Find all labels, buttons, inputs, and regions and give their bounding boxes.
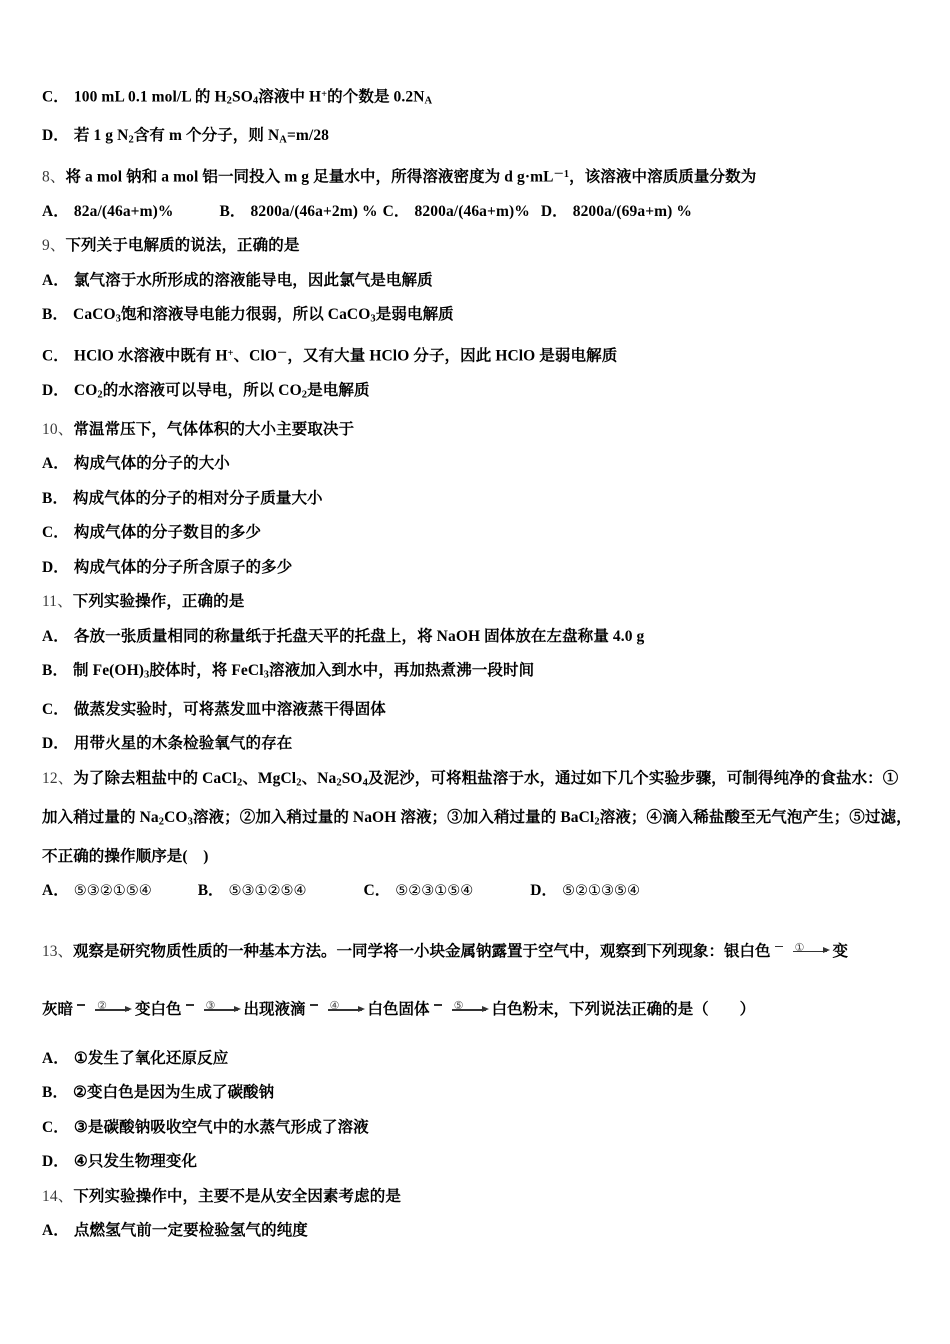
q9-option-c-p1: +	[227, 348, 234, 359]
q14-option-a-text: 点燃氢气前一定要检验氢气的纯度	[73, 1222, 308, 1240]
reaction-arrow-3-label: ③	[205, 999, 216, 1013]
q9-option-c-p2: －	[277, 348, 288, 359]
page-content	[42, 78, 912, 1249]
q10-option-d-text: 构成气体的分子所含原子的多少	[73, 558, 293, 576]
q10-option-b-text: 构成气体的分子的相对分子质量大小	[73, 489, 323, 507]
q11-option-d-letter: D．	[42, 735, 69, 753]
q10-option-a	[42, 447, 912, 482]
q13-option-b-text: ②变白色是因为生成了碳酸钠	[73, 1084, 275, 1102]
q12-stem-s3: 2	[336, 777, 342, 789]
q11-option-b-t3: 溶液加入到水中，再加热煮沸一段时间	[269, 662, 535, 680]
q12-stem-t8: 溶液；②加入稍过量的 NaOH 溶液；③加入稍过量的 BaCl	[192, 808, 595, 826]
q10-option-a-letter: A．	[42, 455, 69, 473]
q11-option-b	[42, 654, 912, 693]
q10-option-a-text: 构成气体的分子的大小	[73, 455, 230, 473]
q13-option-b-letter: B．	[42, 1084, 69, 1102]
q14-option-a	[42, 1214, 912, 1249]
q13-option-d	[42, 1145, 912, 1180]
q7-option-d-text1: 若 1 g N	[73, 127, 129, 145]
q12-stem-s4: 4	[362, 777, 368, 789]
q13-option-c-letter: C．	[42, 1118, 69, 1136]
q10-option-d	[42, 551, 912, 586]
q12-option-b-seq: ⑤③①②⑤④	[228, 883, 307, 900]
q12-stem-s2: 2	[296, 777, 302, 789]
q7-option-d-text3: =m/28	[286, 127, 330, 145]
q9-option-a-letter: A．	[42, 271, 69, 289]
q8-option-a-letter: A．	[42, 202, 69, 220]
reaction-arrow-5-icon	[434, 999, 488, 1018]
q13-chain-node-4: 出现液滴	[243, 1001, 306, 1019]
q13-chain-node-5: 白色固体	[367, 1001, 430, 1019]
q9-stem-text: 下列关于电解质的说法，正确的是	[65, 237, 300, 255]
q7-option-c-sub3: A	[424, 95, 433, 107]
q8-option-d-letter: D．	[540, 202, 568, 220]
q12-option-b-letter: B．	[197, 882, 224, 900]
q7-option-d-letter: D．	[42, 127, 69, 145]
q9-option-a-text: 氯气溶于水所形成的溶液能导电，因此氯气是电解质	[73, 271, 433, 289]
q11-option-a	[42, 620, 912, 655]
q10-stem-text: 常温常压下，气体体积的大小主要取决于	[73, 420, 355, 438]
q7-option-c-text1: 100 mL 0.1 mol/L 的 H	[73, 88, 227, 106]
q7-option-c-sup1: +	[321, 89, 328, 100]
q8-stem-sup: －1	[553, 168, 570, 180]
q13-stem-line1	[42, 935, 912, 970]
q11-stem	[42, 585, 912, 620]
reaction-arrow-2-icon	[77, 999, 131, 1018]
q11-option-c	[42, 693, 912, 728]
q12-stem-s1: 2	[236, 777, 243, 789]
q9-option-b-s1: 3	[115, 313, 122, 325]
q12-stem-t10: 泡产生；⑤过滤，不正确的操作顺序是( )	[42, 808, 912, 865]
q7-option-d-sub2: A	[279, 134, 287, 146]
q10-option-d-letter: D．	[42, 558, 69, 576]
q14-number: 14、	[42, 1187, 74, 1205]
q9-option-a	[42, 264, 912, 299]
q12-stem-t1: 为了除去粗盐中的 CaCl	[73, 769, 237, 787]
reaction-arrow-1-label: ①	[794, 940, 805, 954]
q13-option-a-letter: A．	[42, 1049, 69, 1067]
q12-option-a-seq: ⑤③②①⑤④	[73, 883, 152, 900]
q9-option-d-letter: D．	[42, 381, 69, 399]
q12-number: 12、	[42, 769, 74, 787]
reaction-arrow-4-label: ④	[329, 999, 340, 1013]
q8-option-a-text: 82a/(46a+m)%	[73, 202, 174, 220]
q9-option-b-s2: 3	[370, 313, 376, 325]
q7-option-d	[42, 119, 912, 158]
q14-stem	[42, 1180, 912, 1215]
q7-option-c-text4: 的个数是 0.2N	[327, 88, 425, 106]
q8-option-d-text: 8200a/(69a+m) %	[572, 202, 692, 220]
q8-stem	[42, 158, 912, 195]
q12-stem-t5: 及泥沙，可将粗盐溶于水，通过如下几个实验步骤，可制得纯净的食盐	[367, 769, 852, 787]
q8-option-c-text: 8200a/(46a+m)%	[414, 202, 530, 220]
q9-option-b-t2: 饱和溶液导电能力很弱，所以 CaCO	[121, 306, 371, 324]
q11-option-a-text: 各放一张质量相同的称量纸于托盘天平的托盘上，将 NaOH 固体放在左盘称量 4.0 g	[73, 627, 645, 645]
q11-option-d-text: 用带火星的木条检验氧气的存在	[73, 735, 293, 753]
q11-option-b-t2: 胶体时，将 FeCl	[149, 662, 264, 680]
q12-stem-s5: 2	[158, 816, 165, 828]
q9-option-d-s1: 2	[97, 389, 103, 401]
q10-option-c	[42, 516, 912, 551]
q11-option-d	[42, 727, 912, 762]
q14-stem-text: 下列实验操作中，主要不是从安全因素考虑的是	[73, 1187, 401, 1205]
q9-option-c	[42, 337, 912, 374]
q10-option-b-letter: B．	[42, 489, 69, 507]
reaction-arrow-2-label: ②	[97, 999, 107, 1013]
q13-line1-head: 变	[832, 942, 849, 960]
q13-option-c-text: ③是碳酸钠吸收空气中的水蒸气形成了溶液	[73, 1118, 369, 1136]
q13-option-b	[42, 1076, 912, 1111]
q7-option-c	[42, 78, 912, 119]
q9-option-b	[42, 298, 912, 337]
q12-option-d-letter: D．	[530, 882, 557, 900]
q8-number: 8、	[42, 168, 66, 186]
q11-option-c-text: 做蒸发实验时，可将蒸发皿中溶液蒸干得固体	[73, 700, 386, 718]
q13-number: 13、	[42, 942, 74, 960]
q9-option-b-t3: 是弱电解质	[375, 306, 454, 324]
q9-option-c-t3: ，又有大量 HClO 分子，因此 HClO 是弱电解质	[287, 347, 618, 365]
q10-option-c-text: 构成气体的分子数目的多少	[73, 524, 262, 542]
q12-stem-t7: CO	[164, 808, 188, 826]
q12-stem-t4: SO	[341, 769, 363, 787]
q8-options	[42, 195, 912, 230]
q8-stem-text2: ，该溶液中溶质质量分数为	[569, 168, 757, 186]
q9-stem	[42, 229, 912, 264]
q12-stem-t9: 溶液；④滴入稀盐酸至无气	[599, 808, 787, 826]
q8-option-b-text: 8200a/(46a+2m) %	[250, 202, 378, 220]
q11-option-b-t1: 制 Fe(OH)	[73, 662, 145, 680]
q11-number: 11、	[42, 593, 73, 611]
q9-option-c-t2: 、ClO	[233, 347, 278, 365]
q14-option-a-letter: A．	[42, 1222, 69, 1240]
q9-option-c-letter: C．	[42, 347, 69, 365]
q11-option-c-letter: C．	[42, 700, 69, 718]
reaction-arrow-4-icon	[310, 999, 364, 1018]
q7-option-d-text2: 含有 m 个分子，则 N	[133, 127, 280, 145]
q7-option-c-sub2: 4	[252, 95, 259, 107]
q12-option-c-seq: ⑤②③①⑤④	[395, 883, 474, 900]
q10-stem	[42, 413, 912, 448]
q8-option-c-letter: C．	[382, 202, 410, 220]
reaction-arrow-3-icon	[186, 999, 240, 1018]
q9-option-c-t1: HClO 水溶液中既有 H	[73, 347, 228, 365]
q9-option-d-s2: 2	[301, 389, 308, 401]
q13-option-a	[42, 1042, 912, 1077]
q12-stem-t2: 、MgCl	[242, 769, 297, 787]
q9-number: 9、	[42, 237, 66, 255]
q12-option-c-letter: C．	[363, 882, 391, 900]
q13-stem-text: 观察是研究物质性质的一种基本方法。一同学将一小块金属钠露置于空气中，观察到下列现象：银白色	[73, 942, 771, 960]
q12-stem-s7: 2	[594, 816, 600, 828]
q9-option-b-t1: CaCO	[73, 306, 116, 324]
q13-chain-node-3: 变白色	[135, 1001, 182, 1019]
q12-option-a-letter: A．	[42, 882, 69, 900]
q12-stem-t6: 水：①加入稍过量的 Na	[42, 769, 899, 826]
q11-option-b-letter: B．	[42, 662, 69, 680]
q12-stem-s6: 3	[187, 816, 193, 828]
q12-stem	[42, 762, 912, 874]
q8-stem-text1: 将 a mol 钠和 a mol 铝一同投入 m g 足量水中，所得溶液密度为 d g·mL	[65, 168, 554, 186]
q9-option-b-letter: B．	[42, 306, 69, 324]
q13-option-d-text: ④只发生物理变化	[73, 1153, 198, 1171]
q9-option-d-t3: 是电解质	[307, 381, 370, 399]
q7-option-c-text3: 溶液中 H	[258, 88, 322, 106]
q11-stem-text: 下列实验操作，正确的是	[72, 593, 245, 611]
q9-option-d-t2: 的水溶液可以导电，所以 CO	[102, 381, 302, 399]
q7-option-c-letter: C．	[42, 88, 69, 106]
q9-option-d-t1: CO	[73, 381, 98, 399]
q13-option-a-text: ①发生了氧化还原反应	[73, 1049, 229, 1067]
q13-option-d-letter: D．	[42, 1153, 69, 1171]
q10-number: 10、	[42, 420, 74, 438]
q12-options	[42, 874, 912, 909]
q11-option-b-s1: 3	[144, 669, 150, 681]
q12-stem-t3: 、Na	[301, 769, 337, 787]
q10-option-c-letter: C．	[42, 524, 69, 542]
q13-chain-node-2: 灰暗	[42, 1001, 74, 1019]
q12-option-d-seq: ⑤②①③⑤④	[561, 883, 640, 900]
q13-stem-line2	[42, 993, 912, 1028]
q7-option-c-sub1: 2	[226, 95, 232, 107]
q7-option-c-text2: SO	[232, 88, 253, 106]
q11-option-b-s2: 3	[263, 669, 269, 681]
reaction-arrow-1-icon	[775, 940, 829, 960]
q10-option-b	[42, 482, 912, 517]
q13-option-c	[42, 1111, 912, 1146]
q13-chain-tail: 白色粉末，下列说法正确的是（ ）	[491, 1001, 756, 1019]
q11-option-a-letter: A．	[42, 627, 69, 645]
q8-option-b-letter: B．	[219, 202, 246, 220]
q7-option-d-sub1: 2	[128, 134, 134, 146]
q9-option-d	[42, 374, 912, 413]
reaction-arrow-5-label: ⑤	[453, 999, 464, 1013]
